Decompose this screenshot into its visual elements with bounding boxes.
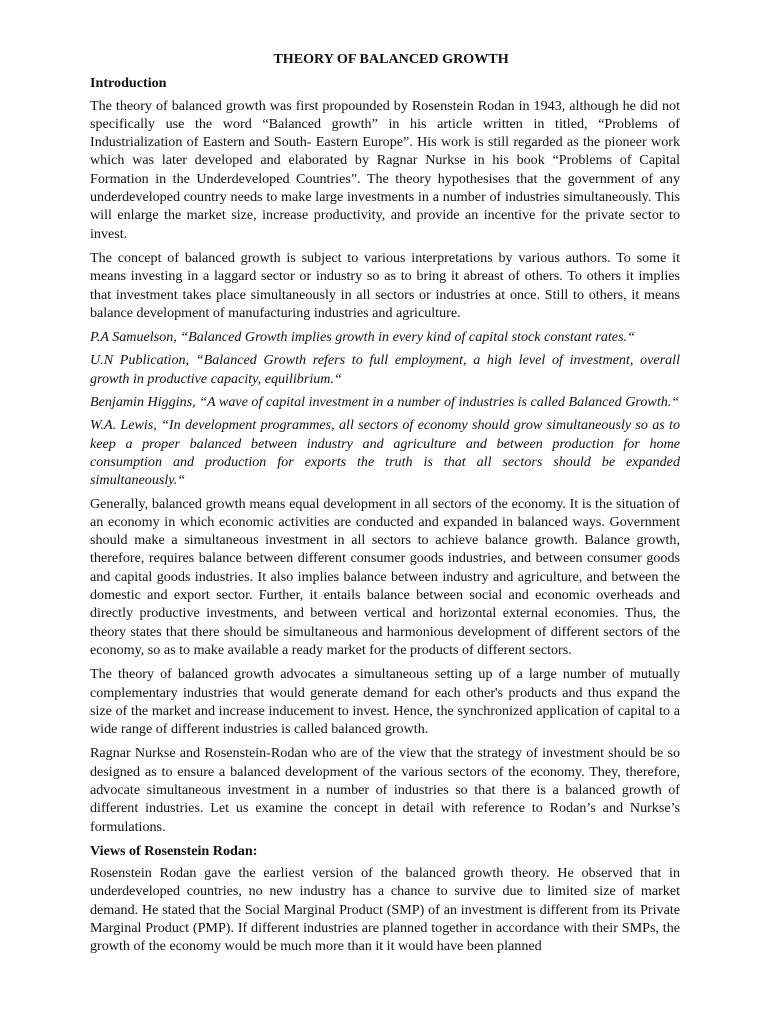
- intro-paragraph-2: The concept of balanced growth is subject to various interpretations by various authors. To some it means investing in a laggard sector or industry so as to bring it abreast of others. To others it implies that investment takes place simultaneously in all sectors or industries at once. Still to others, it means balance development of manufacturing industries and agriculture.: [90, 249, 680, 321]
- intro-paragraph-1: The theory of balanced growth was first propounded by Rosenstein Rodan in 1943, although he did not specifically use the word “Balanced growth” in his article written in titled, “Problems of Industrialization of Eastern and South- Eastern Europe”. His work is still regarded as the pioneer work which was later developed and elaborated by Ragnar Nurkse in his book “Problems of Capital Formation in the Underdeveloped Countries”. The theory hypothesises that the government of any underdeveloped country needs to make large investments in a number of industries simultaneously. This will enlarge the market size, increase productivity, and provide an incentive for the private sector to invest.: [90, 97, 680, 242]
- rodan-paragraph-1: Rosenstein Rodan gave the earliest version of the balanced growth theory. He observed that in underdeveloped countries, no new industry has a chance to survive due to limited size of market demand. He stated that the Social Marginal Product (SMP) of an investment is different from its Private Marginal Product (PMP). If different industries are planned together in accordance with their SMPs, the growth of the economy would be much more than it it would have been planned: [90, 865, 680, 955]
- body-paragraph-simultaneous-setting: The theory of balanced growth advocates a simultaneous setting up of a large number of mutually complementary industries that would generate demand for each other's products and thus expand the size of the market and increase inducement to invest. Hence, the synchronized application of capital to a wide range of different industries is called balanced growth.: [90, 666, 680, 738]
- document-page: [90, 50, 680, 962]
- quote-un-publication: U.N Publication, “Balanced Growth refers to full employment, a high level of investment, overall growth in productive capacity, equilibrium.“: [90, 352, 680, 387]
- section-heading-rodan: Views of Rosenstein Rodan:: [90, 842, 258, 859]
- body-paragraph-nurkse-rodan: Ragnar Nurkse and Rosenstein-Rodan who are of the view that the strategy of investment should be so designed as to ensure a balanced development of the various sectors of the economy. They, therefore, advocate simultaneous investment in a number of industries so that there is a balanced growth of different industries. Let us examine the concept in detail with reference to Rodan’s and Nurkse’s formulations.: [90, 745, 680, 835]
- quote-samuelson: P.A Samuelson, “Balanced Growth implies growth in every kind of capital stock constant rates.“: [90, 329, 635, 346]
- section-heading-introduction: Introduction: [90, 75, 167, 92]
- document-title: THEORY OF BALANCED GROWTH: [273, 51, 509, 67]
- body-paragraph-balanced-growth-meaning: Generally, balanced growth means equal development in all sectors of the economy. It is the situation of an economy in which economic activities are conducted and expanded in balanced ways. Government should make a simultaneous investment in all sectors to achieve balance growth. Balance growth, therefore, requires balance between different consumer goods industries, and between consumer goods and capital goods industries. It also implies balance between industry and agriculture, and between the domestic and export sector. Further, it entails balance between social and economic overheads and directly productive investments, and between vertical and horizontal external economies. Thus, the theory states that there should be simultaneous and harmonious development of different sectors of the economy, so as to make available a ready market for the products of different sectors.: [90, 495, 680, 658]
- quote-lewis: W.A. Lewis, “In development programmes, all sectors of economy should grow simultaneously so as to keep a proper balanced between industry and agriculture and between production for home consumption and production for exports the truth is that all sectors should be expanded simultaneously.“: [90, 417, 680, 489]
- quote-higgins: Benjamin Higgins, “A wave of capital investment in a number of industries is called Balanced Growth.“: [90, 394, 680, 411]
